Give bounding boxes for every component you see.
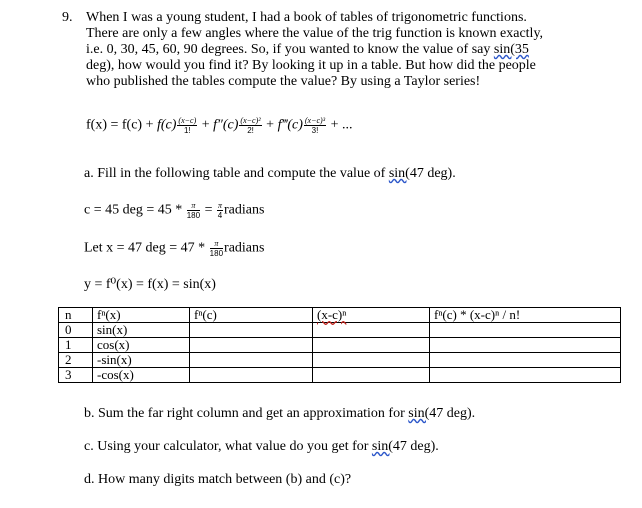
part-d-text: d. How many digits match between (b) and (c)?	[84, 472, 352, 487]
cell-n: 1	[59, 338, 93, 353]
part-c-prefix: c. Using your calculator, what value do you get for	[84, 439, 372, 454]
cell-xc-n[interactable]	[313, 338, 430, 353]
table-header-row	[59, 308, 621, 323]
header-fn-c: fⁿ(c)	[190, 308, 313, 323]
cell-n: 0	[59, 323, 93, 338]
cell-term[interactable]	[430, 368, 621, 383]
table-row	[59, 353, 621, 368]
header-xc-n: (x-c)ⁿ	[313, 308, 430, 323]
part-c-suffix: 47 deg).	[392, 439, 439, 454]
taylor-lhs: f(x) = f(c) +	[86, 117, 157, 133]
question-number: 9.	[62, 10, 73, 25]
cell-fn-c[interactable]	[190, 368, 313, 383]
paragraph-line-2: There are only a few angles where the value of the trig function is known exactly,	[86, 26, 544, 41]
c-line-prefix: c = 45 deg = 45 *	[84, 202, 186, 218]
cell-xc-n[interactable]	[313, 353, 430, 368]
cell-fn-c[interactable]	[190, 338, 313, 353]
cell-fn-x: cos(x)	[93, 338, 190, 353]
cell-fn-c[interactable]	[190, 323, 313, 338]
part-b-text	[84, 406, 475, 422]
taylor-fppp: f‴(c)	[277, 117, 303, 133]
equals-sign: =	[201, 202, 216, 218]
radians-label: radians	[224, 240, 265, 256]
cell-term[interactable]	[430, 353, 621, 368]
paragraph-line-4: deg), how would you find it? By looking it up in a table. But how did the people	[86, 58, 536, 73]
plus-sign: +	[262, 117, 278, 133]
pi-over-180-fraction: $\frac{\pi}{180}$	[209, 239, 224, 258]
cell-fn-x: sin(x)	[93, 323, 190, 338]
pi-over-4-fraction: $\frac{\pi}{4}$	[217, 201, 223, 220]
y-definition-line: y = f⁰(x) = f(x) = sin(x)	[84, 277, 216, 292]
part-a-sin-link: sin(	[388, 166, 410, 181]
taylor-fc: f(c)	[156, 117, 177, 133]
part-c-text	[84, 439, 439, 455]
paragraph-line-1: When I was a young student, I had a book of tables of trigonometric functions.	[86, 10, 527, 25]
cell-term[interactable]	[430, 323, 621, 338]
header-n: n	[59, 308, 93, 323]
cell-fn-x: -sin(x)	[93, 353, 190, 368]
part-b-sin-link: sin(	[408, 406, 430, 421]
part-a-label: a. Fill in the following table and compute the value of	[84, 166, 389, 181]
fraction-term-2: $\frac{\text{(x−c)²}}{2!}$	[240, 116, 261, 135]
cell-xc-n[interactable]	[313, 368, 430, 383]
question-paragraph	[86, 10, 566, 90]
cell-fn-x: -cos(x)	[93, 368, 190, 383]
fraction-term-3: $\frac{\text{(x−c)³}}{3!}$	[304, 116, 326, 135]
pi-over-180-fraction: $\frac{\pi}{180}$	[186, 201, 201, 220]
radians-label: radians	[224, 202, 265, 218]
sin35-spellcheck: sin(35	[493, 42, 529, 57]
taylor-table	[58, 307, 621, 383]
part-b-prefix: b. Sum the far right column and get an approximation for	[84, 406, 409, 421]
plus-sign: +	[198, 117, 214, 133]
cell-n: 2	[59, 353, 93, 368]
x-line-prefix: Let x = 47 deg = 47 *	[84, 240, 209, 256]
fraction-term-1: $\frac{(x-c)}{1!}$	[178, 116, 197, 135]
paragraph-line-3-text: i.e. 0, 30, 45, 60, 90 degrees. So, if you wanted to know the value of say	[86, 42, 494, 57]
cell-fn-c[interactable]	[190, 353, 313, 368]
taylor-fpp: f″(c)	[213, 117, 239, 133]
cell-n: 3	[59, 368, 93, 383]
c-conversion-line	[84, 201, 264, 220]
header-fn-x: fⁿ(x)	[93, 308, 190, 323]
table-row	[59, 368, 621, 383]
paragraph-line-5: who published the tables compute the value? By using a Taylor series!	[86, 74, 481, 89]
paragraph-line-3	[86, 42, 566, 58]
header-term: fⁿ(c) * (x-c)ⁿ / n!	[430, 308, 621, 323]
cell-term[interactable]	[430, 338, 621, 353]
part-a-text	[84, 166, 456, 182]
taylor-tail: + ...	[327, 117, 353, 133]
part-a-suffix: 47 deg).	[409, 166, 456, 181]
table-row	[59, 338, 621, 353]
taylor-series-formula	[86, 116, 353, 135]
part-b-suffix: 47 deg).	[429, 406, 476, 421]
x-conversion-line	[84, 239, 264, 258]
part-c-sin-link: sin(	[371, 439, 393, 454]
cell-xc-n[interactable]	[313, 323, 430, 338]
table-row	[59, 323, 621, 338]
